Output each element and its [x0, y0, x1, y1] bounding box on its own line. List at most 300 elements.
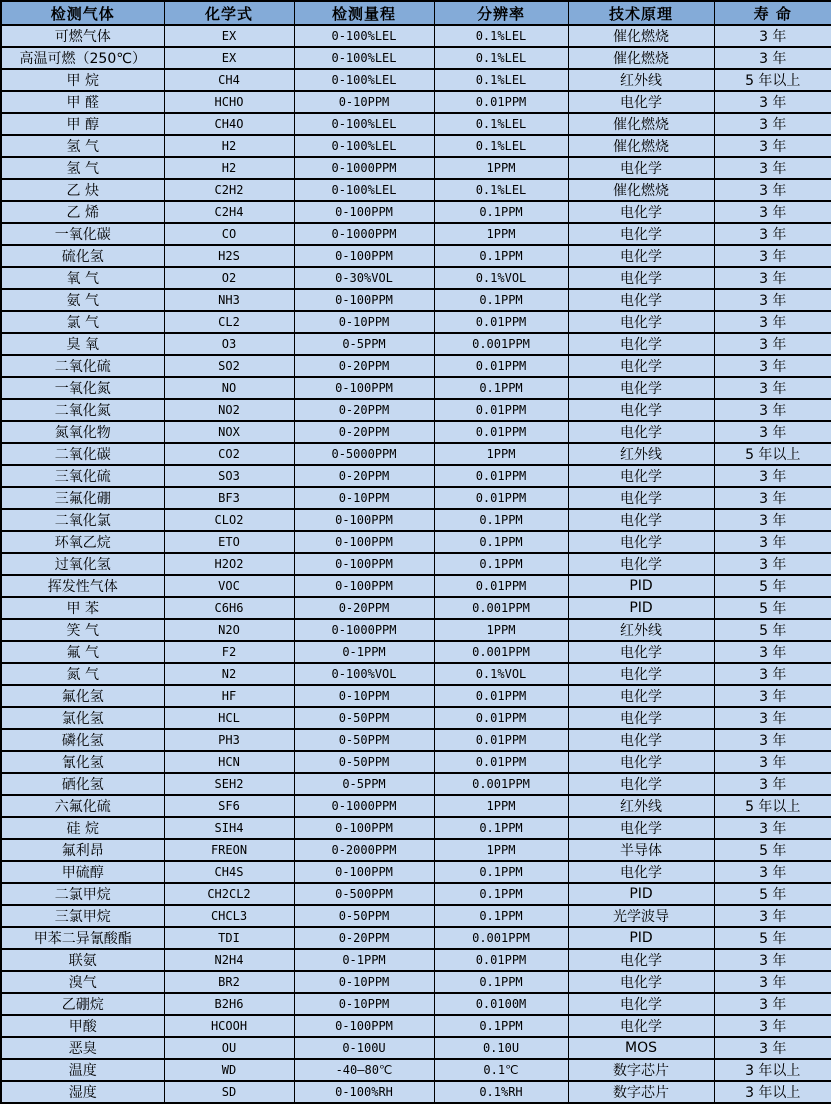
- cell-resolution: 0.01PPM: [434, 355, 568, 377]
- cell-resolution: 1PPM: [434, 795, 568, 817]
- cell-gas: 乙 炔: [1, 179, 164, 201]
- cell-range: 0-10PPM: [294, 311, 434, 333]
- cell-lifespan: 3 年: [714, 333, 831, 355]
- cell-gas: 甲酸: [1, 1015, 164, 1037]
- cell-range: 0-20PPM: [294, 927, 434, 949]
- cell-resolution: 0.1PPM: [434, 971, 568, 993]
- cell-formula: F2: [164, 641, 294, 663]
- table-row: [1, 949, 831, 971]
- table-row: [1, 377, 831, 399]
- cell-principle: 光学波导: [568, 905, 714, 927]
- cell-range: 0-10PPM: [294, 971, 434, 993]
- cell-gas: 三氟化硼: [1, 487, 164, 509]
- cell-principle: 电化学: [568, 773, 714, 795]
- cell-principle: 半导体: [568, 839, 714, 861]
- cell-lifespan: 5 年: [714, 883, 831, 905]
- cell-resolution: 0.1PPM: [434, 861, 568, 883]
- cell-resolution: 1PPM: [434, 157, 568, 179]
- cell-formula: CH4: [164, 69, 294, 91]
- table-row: [1, 25, 831, 47]
- cell-lifespan: 3 年: [714, 223, 831, 245]
- table-row: [1, 597, 831, 619]
- cell-resolution: 0.001PPM: [434, 333, 568, 355]
- cell-principle: 电化学: [568, 421, 714, 443]
- cell-formula: HCN: [164, 751, 294, 773]
- cell-lifespan: 3 年: [714, 157, 831, 179]
- cell-resolution: 0.001PPM: [434, 773, 568, 795]
- table-row: [1, 245, 831, 267]
- table-row: [1, 707, 831, 729]
- cell-resolution: 0.01PPM: [434, 575, 568, 597]
- cell-principle: 催化燃烧: [568, 135, 714, 157]
- cell-principle: 电化学: [568, 201, 714, 223]
- cell-lifespan: 3 年: [714, 245, 831, 267]
- cell-range: 0-100PPM: [294, 289, 434, 311]
- cell-lifespan: 3 年: [714, 773, 831, 795]
- cell-range: 0-100%RH: [294, 1081, 434, 1103]
- cell-resolution: 0.1PPM: [434, 531, 568, 553]
- cell-range: 0-100PPM: [294, 377, 434, 399]
- cell-range: 0-100PPM: [294, 817, 434, 839]
- table-row: [1, 1037, 831, 1059]
- cell-range: 0-100PPM: [294, 509, 434, 531]
- cell-formula: ETO: [164, 531, 294, 553]
- table-row: [1, 619, 831, 641]
- cell-range: 0-2000PPM: [294, 839, 434, 861]
- table-row: [1, 795, 831, 817]
- cell-resolution: 1PPM: [434, 619, 568, 641]
- cell-formula: HCOOH: [164, 1015, 294, 1037]
- cell-lifespan: 3 年: [714, 421, 831, 443]
- cell-range: 0-100PPM: [294, 201, 434, 223]
- column-header-principle: 技术原理: [568, 1, 714, 25]
- table-row: [1, 487, 831, 509]
- cell-principle: 电化学: [568, 245, 714, 267]
- cell-range: 0-20PPM: [294, 421, 434, 443]
- table-row: [1, 509, 831, 531]
- table-row: [1, 553, 831, 575]
- cell-gas: 高温可燃（250℃）: [1, 47, 164, 69]
- cell-resolution: 0.0100M: [434, 993, 568, 1015]
- cell-range: 0-20PPM: [294, 399, 434, 421]
- cell-resolution: 0.1PPM: [434, 883, 568, 905]
- cell-principle: 催化燃烧: [568, 25, 714, 47]
- cell-gas: 臭 氧: [1, 333, 164, 355]
- cell-gas: 甲 烷: [1, 69, 164, 91]
- cell-lifespan: 3 年: [714, 971, 831, 993]
- cell-principle: 数字芯片: [568, 1081, 714, 1103]
- cell-resolution: 0.1%RH: [434, 1081, 568, 1103]
- cell-principle: 催化燃烧: [568, 113, 714, 135]
- cell-lifespan: 5 年以上: [714, 443, 831, 465]
- cell-formula: N2H4: [164, 949, 294, 971]
- cell-resolution: 0.1%LEL: [434, 179, 568, 201]
- cell-lifespan: 3 年: [714, 751, 831, 773]
- cell-principle: 电化学: [568, 971, 714, 993]
- cell-resolution: 0.01PPM: [434, 685, 568, 707]
- cell-range: 0-1PPM: [294, 949, 434, 971]
- cell-lifespan: 3 年: [714, 685, 831, 707]
- cell-gas: 恶臭: [1, 1037, 164, 1059]
- cell-principle: 电化学: [568, 949, 714, 971]
- cell-principle: 催化燃烧: [568, 47, 714, 69]
- cell-gas: 笑 气: [1, 619, 164, 641]
- column-header-gas: 检测气体: [1, 1, 164, 25]
- cell-range: 0-50PPM: [294, 905, 434, 927]
- cell-range: 0-10PPM: [294, 685, 434, 707]
- cell-gas: 乙 烯: [1, 201, 164, 223]
- cell-gas: 过氧化氢: [1, 553, 164, 575]
- table-row: [1, 993, 831, 1015]
- cell-formula: HCL: [164, 707, 294, 729]
- cell-range: 0-100U: [294, 1037, 434, 1059]
- cell-resolution: 0.01PPM: [434, 707, 568, 729]
- cell-resolution: 0.01PPM: [434, 751, 568, 773]
- cell-resolution: 0.001PPM: [434, 641, 568, 663]
- cell-formula: SF6: [164, 795, 294, 817]
- table-row: [1, 971, 831, 993]
- cell-resolution: 0.1PPM: [434, 377, 568, 399]
- cell-formula: SO2: [164, 355, 294, 377]
- cell-lifespan: 3 年: [714, 135, 831, 157]
- cell-lifespan: 3 年: [714, 817, 831, 839]
- table-row: [1, 905, 831, 927]
- cell-range: 0-20PPM: [294, 597, 434, 619]
- cell-formula: OU: [164, 1037, 294, 1059]
- cell-gas: 氮 气: [1, 663, 164, 685]
- cell-range: 0-100%VOL: [294, 663, 434, 685]
- cell-resolution: 0.1%LEL: [434, 25, 568, 47]
- cell-gas: 甲硫醇: [1, 861, 164, 883]
- cell-formula: C2H4: [164, 201, 294, 223]
- cell-principle: 电化学: [568, 663, 714, 685]
- table-row: [1, 289, 831, 311]
- cell-principle: 电化学: [568, 333, 714, 355]
- cell-resolution: 0.001PPM: [434, 927, 568, 949]
- cell-range: 0-100%LEL: [294, 47, 434, 69]
- cell-principle: 电化学: [568, 399, 714, 421]
- table-body: [1, 25, 831, 1103]
- cell-principle: 电化学: [568, 707, 714, 729]
- cell-resolution: 0.1%VOL: [434, 267, 568, 289]
- cell-resolution: 0.01PPM: [434, 91, 568, 113]
- cell-principle: 电化学: [568, 267, 714, 289]
- cell-range: 0-5PPM: [294, 333, 434, 355]
- cell-range: 0-1000PPM: [294, 223, 434, 245]
- column-header-resolution: 分辨率: [434, 1, 568, 25]
- table-row: [1, 91, 831, 113]
- cell-range: 0-20PPM: [294, 355, 434, 377]
- cell-gas: 甲 醇: [1, 113, 164, 135]
- cell-resolution: 0.1PPM: [434, 509, 568, 531]
- cell-principle: PID: [568, 927, 714, 949]
- cell-range: 0-10PPM: [294, 993, 434, 1015]
- cell-principle: 电化学: [568, 311, 714, 333]
- cell-principle: 电化学: [568, 487, 714, 509]
- cell-gas: 氟 气: [1, 641, 164, 663]
- cell-resolution: 0.1PPM: [434, 905, 568, 927]
- cell-range: 0-100%LEL: [294, 179, 434, 201]
- cell-lifespan: 3 年: [714, 993, 831, 1015]
- cell-principle: PID: [568, 575, 714, 597]
- cell-gas: 氟利昂: [1, 839, 164, 861]
- cell-range: 0-100PPM: [294, 575, 434, 597]
- cell-resolution: 0.10U: [434, 1037, 568, 1059]
- cell-principle: 电化学: [568, 289, 714, 311]
- cell-range: 0-50PPM: [294, 751, 434, 773]
- cell-lifespan: 3 年: [714, 553, 831, 575]
- cell-lifespan: 3 年: [714, 487, 831, 509]
- cell-lifespan: 3 年: [714, 729, 831, 751]
- table-row: [1, 157, 831, 179]
- table-row: [1, 663, 831, 685]
- cell-range: 0-100PPM: [294, 245, 434, 267]
- table-row: [1, 751, 831, 773]
- cell-formula: HCHO: [164, 91, 294, 113]
- cell-range: 0-100PPM: [294, 861, 434, 883]
- cell-range: 0-1000PPM: [294, 157, 434, 179]
- cell-gas: 氯化氢: [1, 707, 164, 729]
- cell-gas: 二氧化氮: [1, 399, 164, 421]
- cell-lifespan: 3 年: [714, 179, 831, 201]
- table-row: [1, 927, 831, 949]
- cell-range: 0-100%LEL: [294, 113, 434, 135]
- cell-gas: 二氧化碳: [1, 443, 164, 465]
- cell-lifespan: 3 年: [714, 355, 831, 377]
- cell-resolution: 0.01PPM: [434, 949, 568, 971]
- cell-gas: 氮氧化物: [1, 421, 164, 443]
- table-row: [1, 311, 831, 333]
- cell-gas: 联氨: [1, 949, 164, 971]
- cell-formula: EX: [164, 25, 294, 47]
- cell-resolution: 0.001PPM: [434, 597, 568, 619]
- cell-range: -40—80℃: [294, 1059, 434, 1081]
- table-row: [1, 201, 831, 223]
- table-row: [1, 223, 831, 245]
- cell-principle: 电化学: [568, 1015, 714, 1037]
- cell-lifespan: 3 年: [714, 641, 831, 663]
- cell-lifespan: 3 年: [714, 377, 831, 399]
- cell-formula: O3: [164, 333, 294, 355]
- cell-range: 0-100%LEL: [294, 69, 434, 91]
- table-row: [1, 531, 831, 553]
- cell-range: 0-100PPM: [294, 531, 434, 553]
- cell-principle: 电化学: [568, 377, 714, 399]
- cell-gas: 氨 气: [1, 289, 164, 311]
- cell-resolution: 0.1PPM: [434, 245, 568, 267]
- cell-formula: C2H2: [164, 179, 294, 201]
- cell-resolution: 0.1%LEL: [434, 113, 568, 135]
- cell-gas: 环氧乙烷: [1, 531, 164, 553]
- cell-principle: 电化学: [568, 223, 714, 245]
- table-row: [1, 355, 831, 377]
- cell-gas: 氧 气: [1, 267, 164, 289]
- table-row: [1, 1015, 831, 1037]
- cell-principle: 电化学: [568, 685, 714, 707]
- cell-formula: CH4S: [164, 861, 294, 883]
- cell-formula: NO2: [164, 399, 294, 421]
- table-row: [1, 443, 831, 465]
- cell-resolution: 0.01PPM: [434, 399, 568, 421]
- cell-resolution: 0.01PPM: [434, 311, 568, 333]
- cell-gas: 二氯甲烷: [1, 883, 164, 905]
- cell-gas: 一氧化氮: [1, 377, 164, 399]
- cell-principle: 电化学: [568, 157, 714, 179]
- cell-lifespan: 3 年: [714, 509, 831, 531]
- table-row: [1, 729, 831, 751]
- cell-formula: BF3: [164, 487, 294, 509]
- cell-principle: 电化学: [568, 751, 714, 773]
- cell-formula: CH2CL2: [164, 883, 294, 905]
- cell-lifespan: 5 年: [714, 575, 831, 597]
- cell-range: 0-500PPM: [294, 883, 434, 905]
- cell-formula: TDI: [164, 927, 294, 949]
- cell-principle: 电化学: [568, 641, 714, 663]
- cell-gas: 硫化氢: [1, 245, 164, 267]
- cell-principle: 电化学: [568, 993, 714, 1015]
- cell-resolution: 0.1%LEL: [434, 135, 568, 157]
- cell-lifespan: 3 年: [714, 47, 831, 69]
- cell-formula: N2: [164, 663, 294, 685]
- cell-gas: 可燃气体: [1, 25, 164, 47]
- cell-lifespan: 3 年: [714, 531, 831, 553]
- cell-principle: 催化燃烧: [568, 179, 714, 201]
- cell-gas: 甲苯二异氰酸酯: [1, 927, 164, 949]
- cell-principle: 电化学: [568, 861, 714, 883]
- cell-formula: SO3: [164, 465, 294, 487]
- cell-lifespan: 3 年: [714, 311, 831, 333]
- cell-principle: 电化学: [568, 729, 714, 751]
- cell-formula: PH3: [164, 729, 294, 751]
- table-row: [1, 839, 831, 861]
- cell-formula: C6H6: [164, 597, 294, 619]
- cell-lifespan: 3 年: [714, 663, 831, 685]
- cell-range: 0-100PPM: [294, 553, 434, 575]
- cell-gas: 溴气: [1, 971, 164, 993]
- cell-range: 0-1000PPM: [294, 795, 434, 817]
- cell-lifespan: 3 年: [714, 201, 831, 223]
- cell-gas: 三氯甲烷: [1, 905, 164, 927]
- cell-resolution: 0.1℃: [434, 1059, 568, 1081]
- cell-principle: 数字芯片: [568, 1059, 714, 1081]
- cell-gas: 甲 苯: [1, 597, 164, 619]
- cell-lifespan: 3 年: [714, 289, 831, 311]
- cell-gas: 硒化氢: [1, 773, 164, 795]
- cell-resolution: 0.1%LEL: [434, 69, 568, 91]
- cell-gas: 挥发性气体: [1, 575, 164, 597]
- table-row: [1, 575, 831, 597]
- cell-principle: 电化学: [568, 817, 714, 839]
- header-row: [1, 1, 831, 25]
- table-row: [1, 883, 831, 905]
- table-row: [1, 861, 831, 883]
- cell-gas: 氢 气: [1, 157, 164, 179]
- cell-principle: 电化学: [568, 465, 714, 487]
- cell-formula: SIH4: [164, 817, 294, 839]
- cell-gas: 乙硼烷: [1, 993, 164, 1015]
- table-row: [1, 135, 831, 157]
- cell-formula: CLO2: [164, 509, 294, 531]
- cell-formula: H2O2: [164, 553, 294, 575]
- cell-lifespan: 3 年: [714, 267, 831, 289]
- cell-gas: 硅 烷: [1, 817, 164, 839]
- cell-range: 0-50PPM: [294, 729, 434, 751]
- table-row: [1, 641, 831, 663]
- cell-principle: 电化学: [568, 531, 714, 553]
- table-row: [1, 113, 831, 135]
- cell-principle: 红外线: [568, 69, 714, 91]
- cell-formula: EX: [164, 47, 294, 69]
- column-header-lifespan: 寿 命: [714, 1, 831, 25]
- cell-gas: 二氧化硫: [1, 355, 164, 377]
- cell-resolution: 0.01PPM: [434, 465, 568, 487]
- cell-lifespan: 3 年: [714, 113, 831, 135]
- cell-principle: 红外线: [568, 795, 714, 817]
- cell-lifespan: 3 年: [714, 25, 831, 47]
- cell-lifespan: 5 年: [714, 927, 831, 949]
- table-row: [1, 267, 831, 289]
- cell-lifespan: 5 年以上: [714, 795, 831, 817]
- cell-resolution: 0.01PPM: [434, 487, 568, 509]
- column-header-range: 检测量程: [294, 1, 434, 25]
- cell-principle: 红外线: [568, 619, 714, 641]
- cell-lifespan: 5 年以上: [714, 69, 831, 91]
- cell-resolution: 0.01PPM: [434, 729, 568, 751]
- cell-formula: CO: [164, 223, 294, 245]
- cell-principle: 电化学: [568, 553, 714, 575]
- cell-gas: 磷化氢: [1, 729, 164, 751]
- cell-formula: O2: [164, 267, 294, 289]
- cell-lifespan: 3 年: [714, 1015, 831, 1037]
- cell-range: 0-5000PPM: [294, 443, 434, 465]
- cell-gas: 一氧化碳: [1, 223, 164, 245]
- cell-principle: 电化学: [568, 91, 714, 113]
- table-row: [1, 399, 831, 421]
- table-row: [1, 69, 831, 91]
- cell-formula: H2: [164, 157, 294, 179]
- cell-resolution: 1PPM: [434, 223, 568, 245]
- cell-gas: 氯 气: [1, 311, 164, 333]
- cell-formula: CO2: [164, 443, 294, 465]
- cell-lifespan: 3 年以上: [714, 1059, 831, 1081]
- column-header-formula: 化学式: [164, 1, 294, 25]
- cell-principle: MOS: [568, 1037, 714, 1059]
- cell-formula: NO: [164, 377, 294, 399]
- cell-lifespan: 5 年: [714, 619, 831, 641]
- cell-formula: FREON: [164, 839, 294, 861]
- table-row: [1, 421, 831, 443]
- cell-lifespan: 3 年: [714, 861, 831, 883]
- cell-range: 0-1000PPM: [294, 619, 434, 641]
- cell-formula: CL2: [164, 311, 294, 333]
- cell-formula: H2S: [164, 245, 294, 267]
- cell-formula: CH4O: [164, 113, 294, 135]
- table-row: [1, 1059, 831, 1081]
- table-row: [1, 1081, 831, 1103]
- cell-lifespan: 3 年: [714, 465, 831, 487]
- cell-formula: VOC: [164, 575, 294, 597]
- cell-lifespan: 3 年: [714, 707, 831, 729]
- cell-formula: NOX: [164, 421, 294, 443]
- cell-gas: 湿度: [1, 1081, 164, 1103]
- table-header: [1, 1, 831, 25]
- cell-lifespan: 5 年: [714, 839, 831, 861]
- cell-lifespan: 3 年: [714, 905, 831, 927]
- cell-lifespan: 3 年: [714, 399, 831, 421]
- table-row: [1, 47, 831, 69]
- cell-principle: 红外线: [568, 443, 714, 465]
- table-row: [1, 333, 831, 355]
